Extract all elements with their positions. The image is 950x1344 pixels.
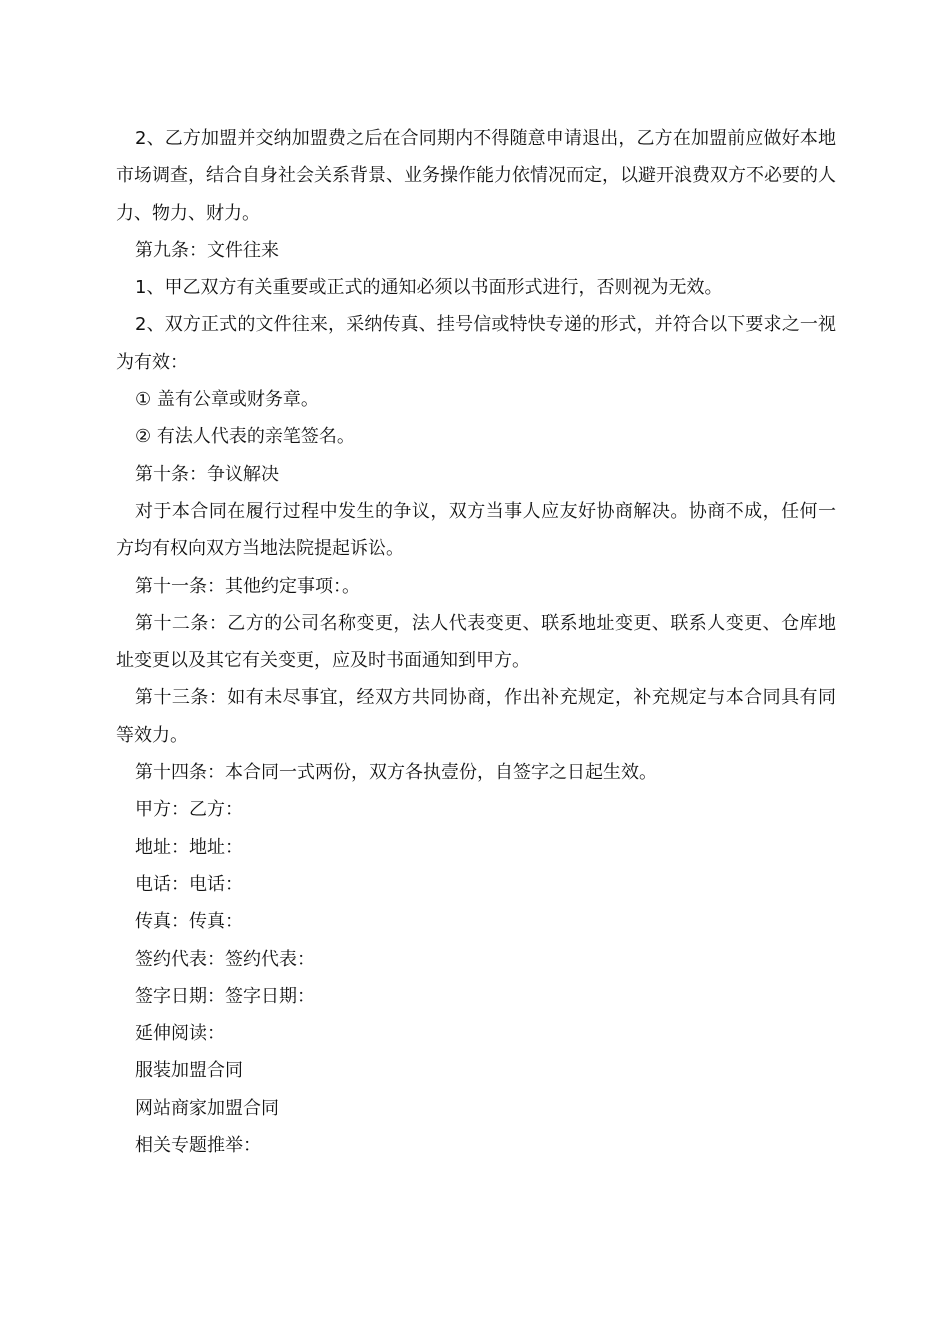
field-address: 地址：地址： [135, 836, 243, 858]
field-representative: 签约代表：签约代表： [135, 948, 315, 970]
paragraph-clause-9-2: 2、双方正式的文件往来，采纳传真、挂号信或特快专递的形式，并符合以下要求之一视为有效： [116, 314, 836, 373]
extended-reading-label: 延伸阅读： [135, 1023, 225, 1045]
paragraph-clause-9-1: 1、甲乙双方有关重要或正式的通知必须以书面形式进行，否则视为无效。 [135, 277, 723, 299]
heading-article-11: 第十一条：其他约定事项：。 [135, 575, 360, 597]
heading-article-9: 第九条：文件往来 [135, 239, 279, 261]
list-item-signature: ② 有法人代表的亲笔签名。 [135, 426, 355, 448]
document-body [116, 120, 836, 1164]
related-link-clothing: 服装加盟合同 [135, 1060, 243, 1082]
field-phone: 电话：电话： [135, 873, 243, 895]
field-fax: 传真：传真： [135, 911, 243, 933]
related-link-website: 网站商家加盟合同 [135, 1097, 279, 1119]
list-item-seal: ① 盖有公章或财务章。 [135, 389, 319, 411]
paragraph-article-14: 第十四条：本合同一式两份，双方各执壹份，自签字之日起生效。 [135, 762, 657, 784]
field-party: 甲方：乙方： [135, 799, 243, 821]
paragraph-dispute: 对于本合同在履行过程中发生的争议，双方当事人应友好协商解决。协商不成，任何一方均有权向双方当地法院提起诉讼。 [116, 500, 836, 560]
related-topics-label: 相关专题推举： [135, 1135, 261, 1157]
heading-article-10: 第十条：争议解决 [135, 463, 279, 485]
paragraph-clause-8-2: 2、乙方加盟并交纳加盟费之后在合同期内不得随意申请退出，乙方在加盟前应做好本地市场调查，结合自身社会关系背景、业务操作能力依情况而定，以避开浪费双方不必要的人力、物力、财力。 [116, 128, 836, 224]
paragraph-article-12: 第十二条：乙方的公司名称变更，法人代表变更、联系地址变更、联系人变更、仓库地址变更以及其它有关变更，应及时书面通知到甲方。 [116, 612, 836, 672]
paragraph-article-13: 第十三条：如有未尽事宜，经双方共同协商，作出补充规定，补充规定与本合同具有同等效力。 [116, 687, 836, 746]
field-sign-date: 签字日期：签字日期： [135, 985, 315, 1007]
